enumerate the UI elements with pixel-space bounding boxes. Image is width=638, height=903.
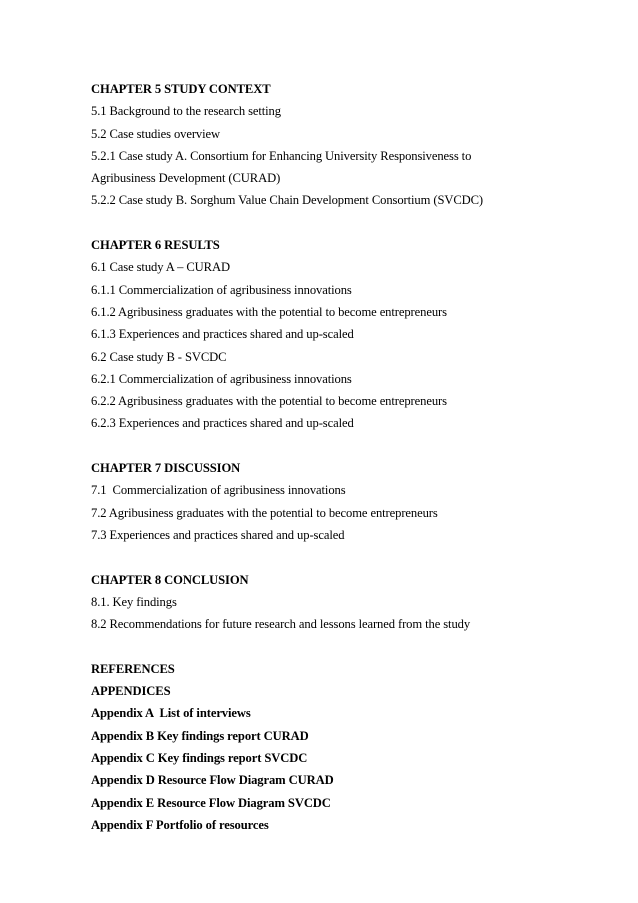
chapter-8-heading: CHAPTER 8 CONCLUSION xyxy=(91,572,249,587)
spacer xyxy=(91,546,611,568)
appendix-entry: Appendix D Resource Flow Diagram CURAD xyxy=(91,773,334,788)
toc-entry: 5.1 Background to the research setting xyxy=(91,104,281,119)
toc-entry: 6.2.1 Commercialization of agribusiness innovations xyxy=(91,371,352,386)
spacer xyxy=(91,212,611,234)
toc-entry: 6.2.2 Agribusiness graduates with the potential to become entrepreneurs xyxy=(91,394,447,409)
toc-entry: 8.2 Recommendations for future research and lessons learned from the study xyxy=(91,617,471,632)
references-heading: REFERENCES xyxy=(91,661,175,676)
chapter-5-heading: CHAPTER 5 STUDY CONTEXT xyxy=(91,82,271,96)
toc-entry: 7.1 Commercialization of agribusiness innovations xyxy=(91,483,346,498)
toc-entry: 6.2.3 Experiences and practices shared and up-scaled xyxy=(91,416,354,431)
toc-entry: 8.1. Key findings xyxy=(91,594,177,609)
toc-entry: 5.2 Case studies overview xyxy=(91,126,221,141)
spacer xyxy=(91,635,611,657)
chapter-6-heading: CHAPTER 6 RESULTS xyxy=(91,238,220,253)
toc-entry: 7.2 Agribusiness graduates with the potential to become entrepreneurs xyxy=(91,505,438,520)
appendix-entry: Appendix B Key findings report CURAD xyxy=(91,728,309,743)
toc-entry: 6.1.1 Commercialization of agribusiness innovations xyxy=(91,282,352,297)
toc-entry: 7.3 Experiences and practices shared and up-scaled xyxy=(91,527,345,542)
toc-entry: 6.2 Case study B - SVCDC xyxy=(91,349,227,364)
spacer xyxy=(91,435,611,457)
appendix-entry: Appendix C Key findings report SVCDC xyxy=(91,750,308,765)
table-of-contents xyxy=(91,78,611,836)
appendix-entry: Appendix F Portfolio of resources xyxy=(91,817,269,832)
toc-entry: 6.1 Case study A – CURAD xyxy=(91,260,230,275)
toc-entry: 6.1.3 Experiences and practices shared and up-scaled xyxy=(91,327,354,342)
toc-entry: 6.1.2 Agribusiness graduates with the potential to become entrepreneurs xyxy=(91,304,447,319)
chapter-7-heading: CHAPTER 7 DISCUSSION xyxy=(91,461,241,476)
toc-entry: Agribusiness Development (CURAD) xyxy=(91,171,281,186)
toc-entry: 5.2.2 Case study B. Sorghum Value Chain Development Consortium (SVCDC) xyxy=(91,193,484,208)
appendices-heading: APPENDICES xyxy=(91,684,171,699)
appendix-entry: Appendix A List of interviews xyxy=(91,706,251,721)
appendix-entry: Appendix E Resource Flow Diagram SVCDC xyxy=(91,795,331,810)
toc-entry: 5.2.1 Case study A. Consortium for Enhancing University Responsiveness to xyxy=(91,148,472,163)
